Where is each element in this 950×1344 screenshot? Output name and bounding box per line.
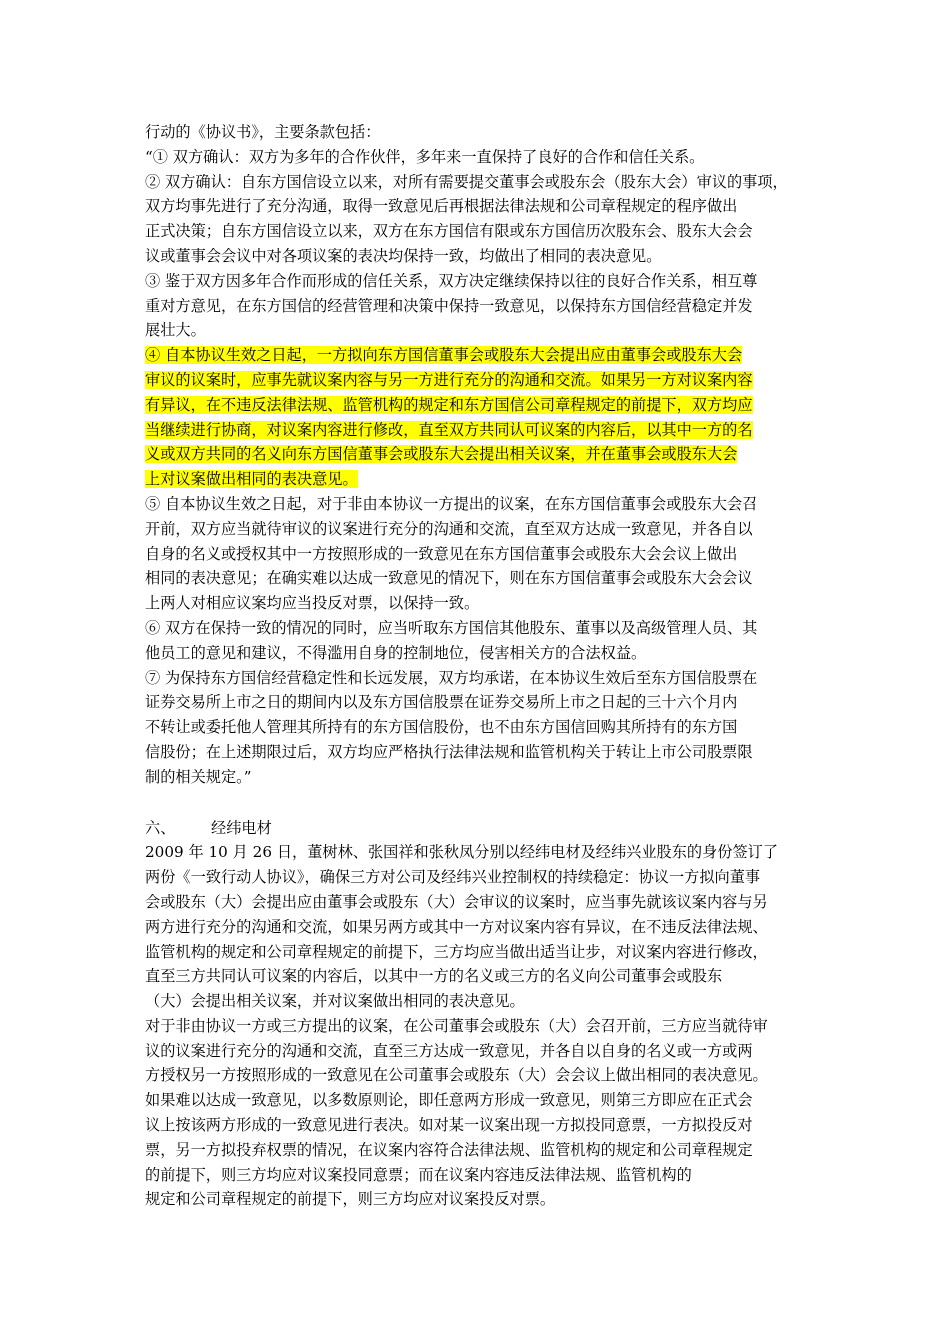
paragraph-line: 监管机构的规定和公司章程规定的前提下，三方均应当做出适当让步，对议案内容进行修改， <box>145 942 768 961</box>
section-title: 经纬电材 <box>211 818 272 837</box>
paragraph-line: 议上按该两方形成的一致意见进行表决。如对某一议案出现一方拟投同意票，一方拟投反对 <box>145 1116 753 1135</box>
highlighted-text: 当继续进行协商，对议案内容进行修改，直至双方共同认可议案的内容后，以其中一方的名 <box>145 420 753 439</box>
paragraph-line: 2009 年 10 月 26 日，董树林、张国祥和张秋凤分别以经纬电材及经纬兴业股东的身份签订了 <box>145 843 779 862</box>
highlighted-line <box>145 418 813 443</box>
clause-5-line: 相同的表决意见；在确实难以达成一致意见的情况下，则在东方国信董事会或股东大会会议 <box>145 569 753 588</box>
clause-5-line: ⑤ 自本协议生效之日起，对于非由本协议一方提出的议案，在东方国信董事会或股东大会召 <box>145 494 758 513</box>
clauses-block-2 <box>145 492 813 790</box>
highlighted-line <box>145 368 813 393</box>
paragraph-line: 直至三方共同认可议案的内容后，以其中一方的名义或三方的名义向公司董事会或股东 <box>145 967 723 986</box>
clause-3-line: ③ 鉴于双方因多年合作而形成的信任关系，双方决定继续保持以往的良好合作关系，相互尊 <box>145 271 758 290</box>
clause-7-line: 制的相关规定。” <box>145 767 252 786</box>
clause-2-line: 议或董事会会议中对各项议案的表决均保持一致，均做出了相同的表决意见。 <box>145 246 662 265</box>
document-page <box>145 120 813 1212</box>
clause-2-line: 双方均事先进行了充分沟通，取得一致意见后再根据法律法规和公司章程规定的程序做出 <box>145 197 738 216</box>
highlighted-line <box>145 393 813 418</box>
section-number: 六、 <box>145 818 176 837</box>
section-heading <box>145 816 813 841</box>
section-spacer <box>145 790 813 816</box>
paragraph-line: 的前提下，则三方均应对议案投同意票；而在议案内容违反法律法规、监管机构的 <box>145 1165 692 1184</box>
highlighted-text: 有异议，在不违反法律法规、监管机构的规定和东方国信公司章程规定的前提下，双方均应 <box>145 395 753 414</box>
highlighted-line <box>145 343 813 368</box>
clause-3-line: 展壮大。 <box>145 321 206 340</box>
highlighted-line <box>145 442 813 467</box>
paragraph-line: 如果难以达成一致意见，以多数原则论，即任意两方形成一致意见，则第三方即应在正式会 <box>145 1091 753 1110</box>
paragraph-line: 议的议案进行充分的沟通和交流，直至三方达成一致意见，并各自以自身的名义或一方或两 <box>145 1041 753 1060</box>
highlighted-text: 审议的议案时，应事先就议案内容与另一方进行充分的沟通和交流。如果另一方对议案内容 <box>145 370 753 389</box>
clause-7-line: ⑦ 为保持东方国信经营稳定性和长远发展，双方均承诺，在本协议生效后至东方国信股票在 <box>145 668 758 687</box>
clause-5-line: 上两人对相应议案均应当投反对票，以保持一致。 <box>145 594 480 613</box>
clause-4-highlighted <box>145 343 813 492</box>
clauses-block-1 <box>145 120 813 343</box>
highlighted-text: 上对议案做出相同的表决意见。 <box>145 470 358 489</box>
paragraph-line: 会或股东（大）会提出应由董事会或股东（大）会审议的议案时，应当事先就该议案内容与另 <box>145 892 768 911</box>
highlighted-text: 义或双方共同的名义向东方国信董事会或股东大会提出相关议案，并在董事会或股东大会 <box>145 445 738 464</box>
paragraph-line: 方授权另一方按照形成的一致意见在公司董事会或股东（大）会会议上做出相同的表决意见。 <box>145 1066 768 1085</box>
clause-5-line: 自身的名义或授权其中一方按照形成的一致意见在东方国信董事会或股东大会会议上做出 <box>145 544 738 563</box>
section-6-body <box>145 840 813 1212</box>
clause-5-line: 开前，双方应当就待审议的议案进行充分的沟通和交流，直至双方达成一致意见，并各自以 <box>145 519 753 538</box>
paragraph-line: 两方进行充分的沟通和交流，如果另两方或其中一方对议案内容有异议，在不违反法律法规、 <box>145 917 768 936</box>
text-line: 行动的《协议书》，主要条款包括： <box>145 123 381 141</box>
highlighted-line <box>145 467 813 492</box>
clause-7-line: 信股份；在上述期限过后，双方均应严格执行法律法规和监管机构关于转让上市公司股票限 <box>145 742 753 761</box>
paragraph-line: （大）会提出相关议案，并对议案做出相同的表决意见。 <box>145 992 525 1011</box>
paragraph-line: 票，另一方拟投弃权票的情况，在议案内容符合法律法规、监管机构的规定和公司章程规定 <box>145 1140 753 1159</box>
clause-6-line: ⑥ 双方在保持一致的情况的同时，应当听取东方国信其他股东、董事以及高级管理人员、其 <box>145 618 758 637</box>
clause-3-line: 重对方意见，在东方国信的经营管理和决策中保持一致意见，以保持东方国信经营稳定并发 <box>145 296 753 315</box>
clause-1-line: “① 双方确认：双方为多年的合作伙伴，多年来一直保持了良好的合作和信任关系。 <box>145 147 705 166</box>
clause-2-line: 正式决策；自东方国信设立以来，双方在东方国信有限或东方国信历次股东会、股东大会会 <box>145 222 753 241</box>
clause-7-line: 证券交易所上市之日的期间内以及东方国信股票在证券交易所上市之日起的三十六个月内 <box>145 693 738 712</box>
highlighted-text: ④ 自本协议生效之日起，一方拟向东方国信董事会或股东大会提出应由董事会或股东大会 <box>145 346 743 365</box>
paragraph-line: 两份《一致行动人协议》，确保三方对公司及经纬兴业控制权的持续稳定：协议一方拟向董事 <box>145 868 761 887</box>
paragraph-line: 规定和公司章程规定的前提下，则三方均应对议案投反对票。 <box>145 1190 556 1209</box>
clause-2-line: ② 双方确认：自东方国信设立以来，对所有需要提交董事会或股东会（股东大会）审议的事项， <box>145 172 788 191</box>
paragraph-line: 对于非由协议一方或三方提出的议案，在公司董事会或股东（大）会召开前，三方应当就待审 <box>145 1016 768 1035</box>
clause-6-line: 他员工的意见和建议，不得滥用自身的控制地位，侵害相关方的合法权益。 <box>145 643 647 662</box>
clause-7-line: 不转让或委托他人管理其所持有的东方国信股份，也不由东方国信回购其所持有的东方国 <box>145 718 738 737</box>
